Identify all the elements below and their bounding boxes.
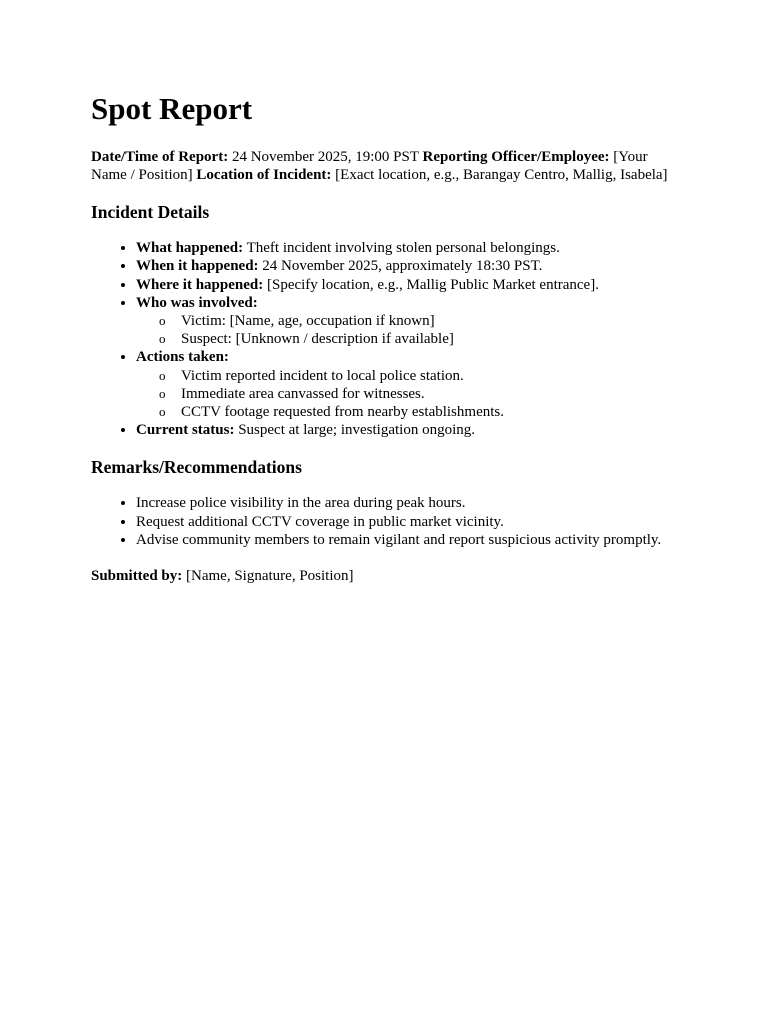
officer-value: [Your Name / Position] <box>91 149 648 184</box>
list-item-where <box>136 276 678 294</box>
sub-item-action-1: o Victim reported incident to local police station. <box>181 367 678 385</box>
page-title: Spot Report <box>91 91 253 126</box>
status-label: Current status: <box>136 422 235 439</box>
when-value: 24 November 2025, approximately 18:30 PST. <box>258 258 543 275</box>
who-sublist <box>136 312 678 348</box>
list-item-what <box>136 239 678 257</box>
sub-item-victim: o Victim: [Name, age, occupation if known] <box>181 312 678 330</box>
remark-item-3: • Advise community members to remain vigilant and report suspicious activity promptly. <box>136 531 678 549</box>
submitted-value: [Name, Signature, Position] <box>182 567 354 584</box>
submitted-label: Submitted by: <box>91 567 183 584</box>
what-value: Theft incident involving stolen personal belongings. <box>243 240 560 257</box>
remark-item-2: • Request additional CCTV coverage in public market vicinity. <box>136 513 678 531</box>
report-meta <box>91 148 678 184</box>
incident-details-heading: Incident Details <box>91 202 210 223</box>
list-item-when <box>136 257 678 275</box>
list-item-actions <box>136 348 678 421</box>
status-value: Suspect at large; investigation ongoing. <box>234 422 475 439</box>
actions-label: Actions taken: <box>136 349 229 366</box>
where-label: Where it happened: <box>136 276 264 293</box>
officer-label: Reporting Officer/Employee: <box>422 149 610 166</box>
date-label: Date/Time of Report: <box>91 149 229 166</box>
list-item-who <box>136 294 678 349</box>
where-value: [Specify location, e.g., Mallig Public Market entrance]. <box>263 276 599 293</box>
who-label: Who was involved: <box>136 294 258 311</box>
sub-item-suspect: o Suspect: [Unknown / description if available] <box>181 330 678 348</box>
incident-details-list <box>91 239 678 439</box>
sub-item-action-2: o Immediate area canvassed for witnesses. <box>181 385 678 403</box>
remark-item-1: • Increase police visibility in the area during peak hours. <box>136 494 678 512</box>
what-label: What happened: <box>136 240 244 257</box>
location-label: Location of Incident: <box>196 167 332 184</box>
remarks-heading: Remarks/Recommendations <box>91 457 302 478</box>
location-value: [Exact location, e.g., Barangay Centro, Mallig, Isabela] <box>331 167 668 184</box>
list-item-status <box>136 421 678 439</box>
date-value: 24 November 2025, 19:00 PST <box>228 149 423 166</box>
submitted-by <box>91 567 678 585</box>
when-label: When it happened: <box>136 258 259 275</box>
remarks-list <box>91 494 678 549</box>
sub-item-action-3: o CCTV footage requested from nearby establishments. <box>181 403 678 421</box>
actions-sublist <box>136 367 678 422</box>
